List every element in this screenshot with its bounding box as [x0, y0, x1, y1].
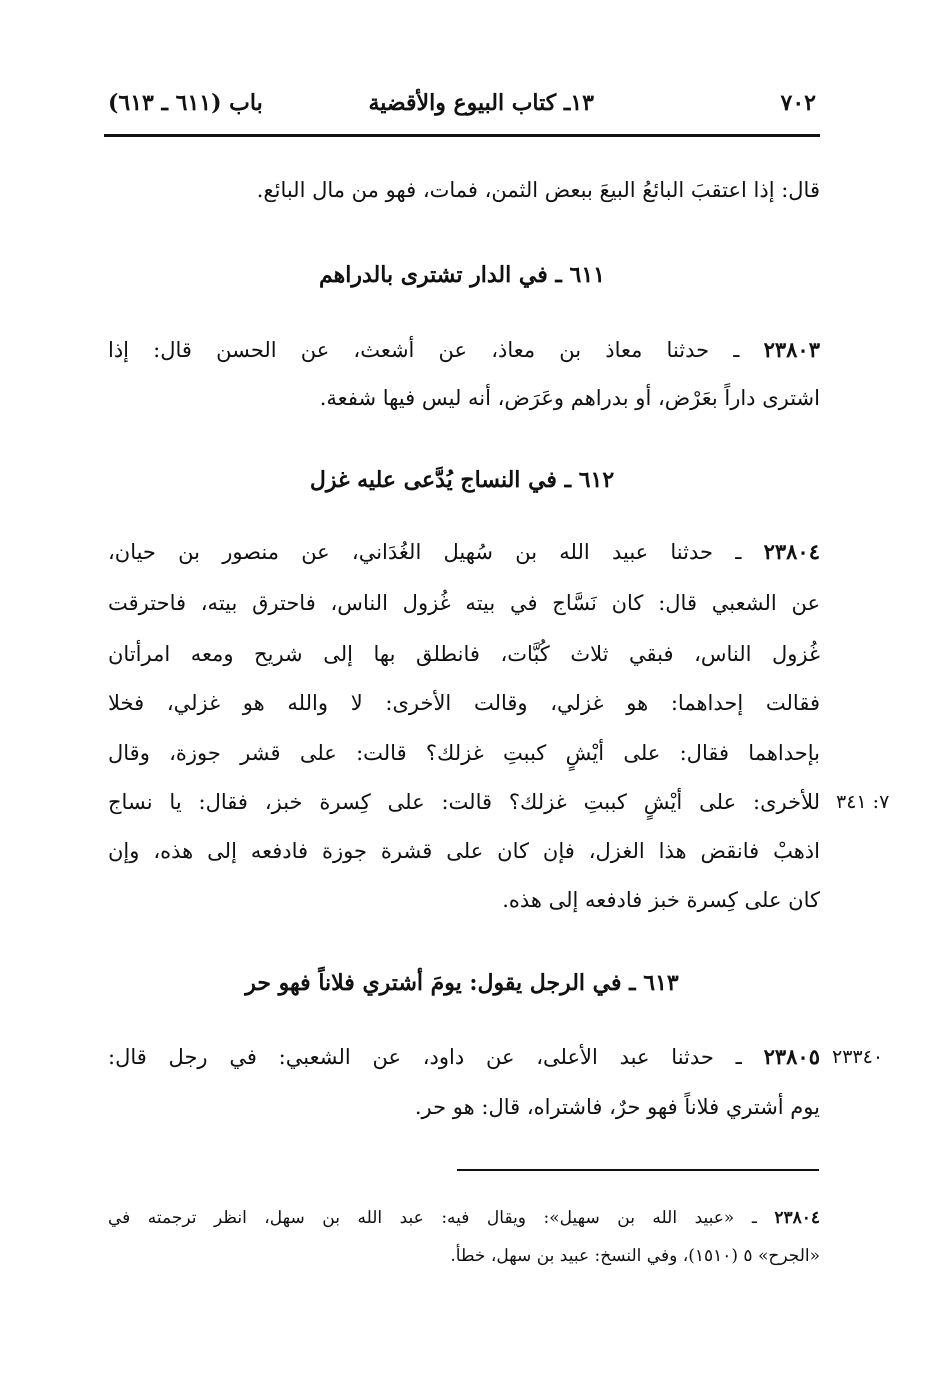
footnote-rule [457, 1169, 819, 1171]
hadith-23804-line-4: فقالت إحداهما: هو غزلي، وقالت الأخرى: لا والله هو غزلي، فخلا [108, 691, 820, 715]
footnote-line-1 [108, 1200, 820, 1236]
section-613-heading: ٦١٣ ـ في الرجل يقول: يومَ أشتري فلاناً فهو حر [245, 970, 679, 996]
hadith-23804-line-1 [108, 532, 820, 572]
margin-reference: ٧: ٣٤١ [836, 791, 890, 813]
hadith-23803-line-1 [108, 330, 820, 370]
hadith-23805-line-2: يوم أشتري فلاناً فهو حرٌ، فاشتراه، قال: هو حر. [414, 1095, 820, 1119]
hadith-23804-line-7: اذهبْ فانقض هذا الغزل، فإن كان على قشرة جوزة فادفعه إلى هذه، وإن [108, 839, 820, 863]
margin-reference: ٢٣٣٤٠ [832, 1046, 884, 1068]
header-rule [104, 134, 820, 137]
section-611-heading: ٦١١ ـ في الدار تشترى بالدراهم [319, 262, 605, 288]
running-header [104, 86, 820, 126]
footnote-line-2: «الجرح» ٥ (١٥١٠)، وفي النسخ: عبيد بن سهل، خطأ. [450, 1246, 820, 1266]
hadith-text: ـ حدثنا معاذ بن معاذ، عن أشعث، عن الحسن قال: إذا [108, 338, 764, 362]
hadith-23804-line-6: للأخرى: على أيْشٍ كببتِ غزلك؟ قالت: على كِسرة خبز، فقال: يا نساج [108, 790, 820, 814]
hadith-23803-line-2: اشترى داراً بعَرْض، أو بدراهم وعَرَض، أنه ليس فيها شفعة. [319, 386, 820, 410]
hadith-text: ـ حدثنا عبيد الله بن سُهيل الغُدَاني، عن منصور بن حيان، [108, 540, 764, 564]
hadith-23804-line-3: غُزول الناس، فبقي ثلاث كُبَّات، فانطلق بها إلى شريح ومعه امرأتان [108, 642, 820, 666]
footnote-number: ٢٣٨٠٤ [774, 1208, 820, 1228]
hadith-text: ـ حدثنا عبد الأعلى، عن داود، عن الشعبي: في رجل قال: [108, 1045, 764, 1069]
hadith-number: ٢٣٨٠٥ [763, 1044, 820, 1069]
hadith-number: ٢٣٨٠٤ [763, 539, 820, 564]
hadith-number: ٢٣٨٠٣ [763, 337, 820, 362]
page-number: ٧٠٢ [780, 90, 816, 116]
hadith-23804-line-8: كان على كِسرة خبز فادفعه إلى هذه. [502, 888, 820, 912]
intro-line: قال: إذا اعتقبَ البائعُ البيعَ ببعض الثمن، فمات، فهو من مال البائع. [256, 178, 820, 202]
section-612-heading: ٦١٢ ـ في النساج يُدَّعى عليه غزل [309, 467, 615, 493]
chapter-range: باب (٦١١ ـ ٦١٣) [108, 90, 263, 116]
footnote-text: ـ «عبيد الله بن سهيل»: ويقال فيه: عبد الله بن سهل، انظر ترجمته في [108, 1208, 775, 1228]
hadith-23804-line-5: بإحداهما فقال: على أيْشٍ كببتِ غزلك؟ قالت: على قشر جوزة، وقال [108, 741, 820, 765]
hadith-23804-line-2: عن الشعبي قال: كان نَسَّاج في بيته غُزول الناس، فاحترق بيته، فاحترقت [108, 591, 820, 615]
book-title: ١٣ـ كتاب البيوع والأقضية [368, 90, 594, 116]
hadith-23805-line-1 [108, 1037, 820, 1077]
